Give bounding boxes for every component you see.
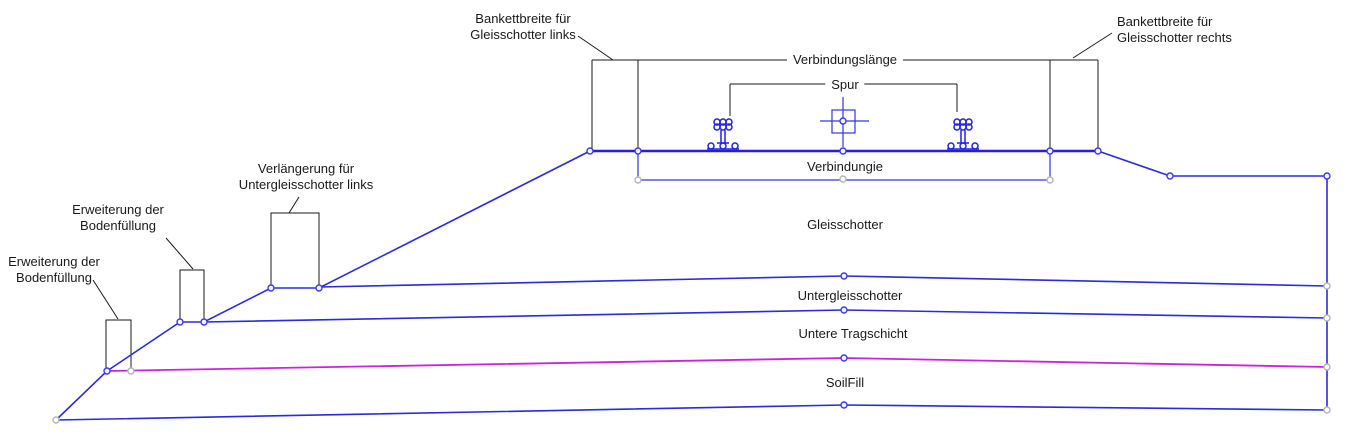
leader-erweiterung-oben [166, 238, 193, 269]
right-slope-polyline [1098, 151, 1327, 410]
leader-bankett-rechts [1073, 33, 1112, 58]
label-bankettbreite-links: Bankettbreite für Gleisschotter links [470, 11, 576, 42]
verlaengerung-box [271, 213, 319, 288]
rail-symbol-right [947, 119, 979, 149]
label-untere-tragschicht: Untere Tragschicht [798, 326, 908, 341]
dimension-lines [93, 33, 1112, 371]
label-untergleisschotter: Untergleisschotter [797, 288, 903, 303]
bankett-box-rechts [1050, 60, 1098, 151]
untergleisschotter-top-line [319, 276, 1327, 287]
label-erweiterung-bodenfuellung-oben: Erweiterung der Bodenfüllung [72, 202, 164, 233]
track-center-symbol [820, 97, 869, 147]
leader-verlaengerung [289, 197, 299, 213]
erweiterung-box-oben [180, 270, 204, 322]
label-bankettbreite-rechts: Bankettbreite für Gleisschotter rechts [1117, 14, 1232, 45]
label-gleisschotter: Gleisschotter [807, 217, 883, 232]
label-erweiterung-bodenfuellung-unten: Erweiterung der Bodenfüllung [8, 254, 100, 285]
label-soilfill: SoilFill [825, 375, 865, 390]
soilfill-bottom-line [56, 405, 1327, 420]
untere-tragschicht-top-line [204, 310, 1327, 322]
soilfill-top-line [107, 358, 1327, 371]
rail-symbol-left [707, 119, 739, 149]
leader-erweiterung-unten [93, 280, 118, 319]
label-verbindungie: Verbindungie [807, 159, 883, 174]
label-verlaengerung-untergleisschotter: Verlängerung für Untergleisschotter links [238, 161, 374, 192]
leader-bankett-links [578, 36, 613, 60]
label-spur: Spur [825, 77, 864, 93]
bankett-box-links [592, 60, 638, 151]
label-verbindungslaenge: Verbindungslänge [787, 52, 903, 68]
